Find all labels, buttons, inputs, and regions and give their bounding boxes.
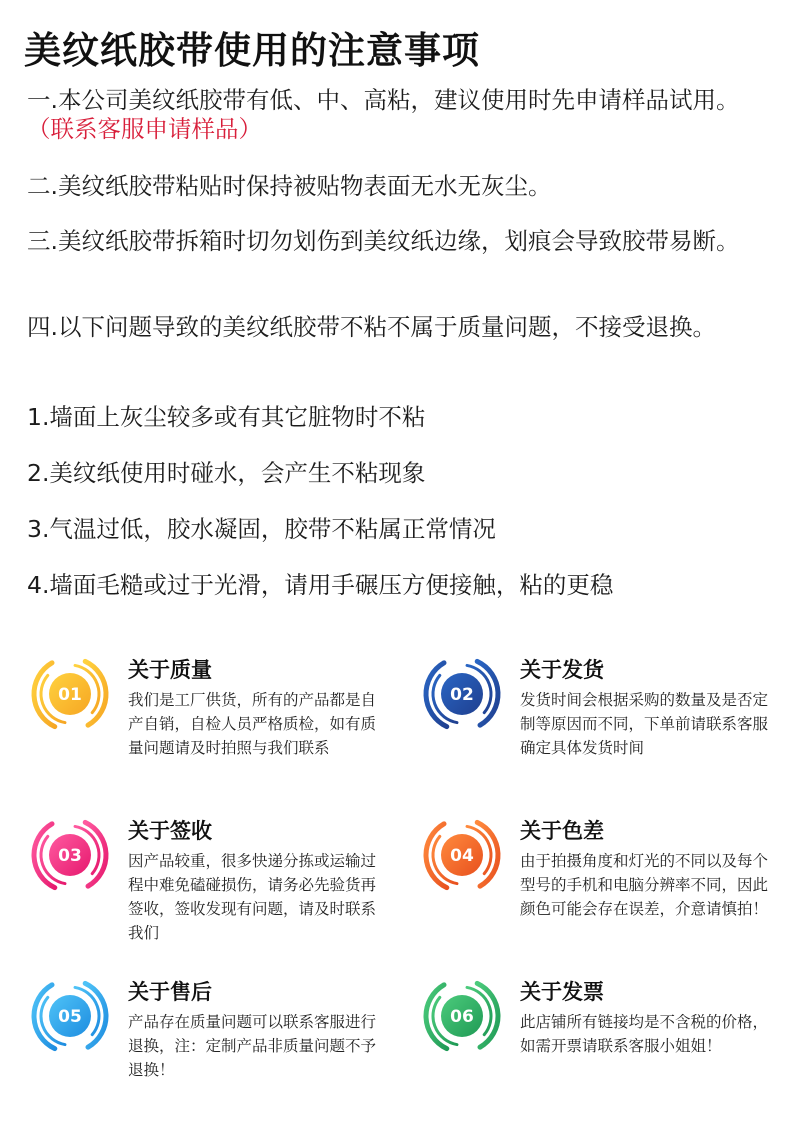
- card-title: 关于发票: [520, 980, 604, 1004]
- list-item: 1.墙面上灰尘较多或有其它脏物时不粘: [27, 403, 426, 431]
- badge-05-icon: [30, 976, 110, 1056]
- card-text: 因产品较重，很多快递分拣或运输过程中难免磕碰损伤，请务必先验货再签收，签收发现有问题，请及时联系我们: [128, 852, 377, 942]
- card-text: 此店铺所有链接均是不含税的价格，如需开票请联系客服小姐姐！: [520, 1013, 769, 1055]
- badge-02-icon: [422, 654, 502, 734]
- card-text: 发货时间会根据采购的数量及是否定制等原因而不同，下单前请联系客服确定具体发货时间: [520, 691, 769, 757]
- badge-number: 05: [58, 1007, 82, 1027]
- card-title: 关于签收: [128, 819, 212, 843]
- note-1-text: 一.本公司美纹纸胶带有低、中、高粘，建议使用时先申请样品试用。: [27, 86, 740, 114]
- badge-03-icon: [30, 815, 110, 895]
- card-title: 关于色差: [520, 819, 604, 843]
- card-after-sales: [30, 976, 400, 1126]
- note-2: 二.美纹纸胶带粘贴时保持被贴物表面无水无灰尘。: [27, 172, 552, 200]
- note-4: 四.以下问题导致的美纹纸胶带不粘不属于质量问题，不接受退换。: [27, 313, 716, 341]
- note-3: 三.美纹纸胶带拆箱时切勿划伤到美纹纸边缘，划痕会导致胶带易断。: [27, 227, 740, 255]
- badge-04-icon: [422, 815, 502, 895]
- badge-number: 01: [58, 685, 82, 705]
- list-item: 4.墙面毛糙或过于光滑，请用手碾压方便接触，粘的更稳: [27, 571, 614, 599]
- card-text: 产品存在质量问题可以联系客服进行退换，注：定制产品非质量问题不予退换！: [128, 1013, 377, 1079]
- card-text: 我们是工厂供货，所有的产品都是自产自销，自检人员严格质检，如有质量问题请及时拍照与我们联系: [128, 691, 377, 757]
- card-color-difference: [422, 815, 790, 965]
- card-text: 由于拍摄角度和灯光的不同以及每个型号的手机和电脑分辨率不同，因此颜色可能会存在误差，介意请慎拍！: [520, 852, 769, 918]
- list-item: 3.气温过低，胶水凝固，胶带不粘属正常情况: [27, 515, 496, 543]
- note-1-highlight: （联系客服申请样品）: [27, 115, 262, 143]
- card-title: 关于质量: [128, 658, 212, 682]
- list-item: 2.美纹纸使用时碰水，会产生不粘现象: [27, 459, 426, 487]
- card-invoice: [422, 976, 790, 1126]
- card-receipt: [30, 815, 400, 965]
- card-title: 关于发货: [520, 658, 604, 682]
- note-1: [27, 86, 767, 144]
- badge-01-icon: [30, 654, 110, 734]
- badge-number: 03: [58, 846, 82, 866]
- badge-number: 04: [450, 846, 474, 866]
- card-shipping: [422, 654, 790, 804]
- card-quality: [30, 654, 400, 804]
- badge-number: 06: [450, 1007, 474, 1027]
- page-title: 美纹纸胶带使用的注意事项: [24, 29, 480, 72]
- badge-number: 02: [450, 685, 474, 705]
- card-title: 关于售后: [128, 980, 212, 1004]
- badge-06-icon: [422, 976, 502, 1056]
